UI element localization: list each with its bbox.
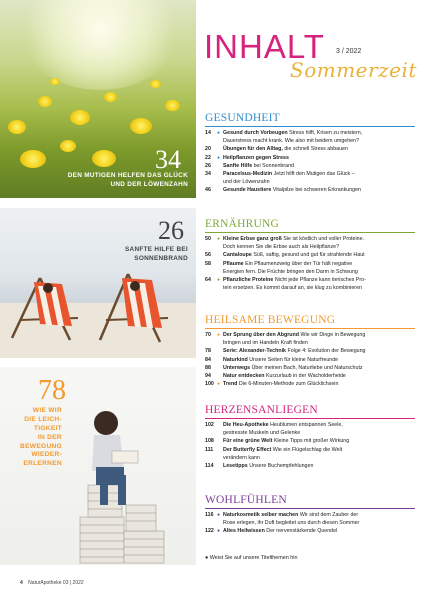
section-rule bbox=[205, 126, 415, 127]
entry-text bbox=[223, 519, 417, 527]
entry-text bbox=[223, 527, 417, 535]
footer-magazine-name: NaturApotheke 03 | 2022 bbox=[28, 580, 84, 586]
entry-description: Die 6-Minuten-Methode zum Glücklichsein bbox=[237, 381, 339, 388]
entry-page-number: 100 bbox=[205, 381, 214, 388]
entry-description: die schnell Stress abbauen bbox=[282, 146, 348, 153]
entry-text bbox=[223, 380, 417, 388]
entry-description: Heublumen entspannen Seele, bbox=[268, 422, 343, 428]
entry-text bbox=[223, 462, 417, 470]
entry-title: Für eine grüne Welt bbox=[223, 438, 273, 445]
entry-title: Gesunde Haustiere bbox=[223, 187, 272, 194]
cover-topic-dot-icon: ● bbox=[217, 130, 221, 136]
entry-page-number bbox=[205, 243, 217, 251]
entry-description: bringen und im Handeln Kraft finden bbox=[223, 340, 308, 347]
entry-description: Unsere Buchempfehlungen bbox=[247, 463, 314, 470]
cover-topic-dot-icon: ● bbox=[217, 512, 221, 518]
toc-entry[interactable] bbox=[205, 154, 417, 162]
entry-title: Cantaloupe bbox=[223, 252, 252, 259]
sunlight-glow bbox=[20, 0, 180, 90]
image-caption: SANFTE HILFE BEI SONNENBRAND bbox=[124, 246, 188, 262]
entry-page-number: 70 bbox=[205, 332, 211, 338]
toc-entry[interactable] bbox=[205, 145, 417, 153]
entry-title: Die Heu-Apotheke bbox=[223, 422, 269, 428]
entry-description: und der Löwenzahn bbox=[223, 179, 270, 186]
section-heading: HERZENSANLIEGEN bbox=[205, 404, 318, 416]
issue-number: 3 / 2022 bbox=[336, 48, 362, 55]
entry-text bbox=[223, 331, 417, 339]
cover-topic-dot-icon: ● bbox=[217, 277, 221, 284]
entry-page-number: 116 bbox=[205, 512, 214, 518]
entry-page-number: 64 bbox=[205, 277, 211, 284]
entry-description: Sie ist köstlich und voller Proteine. bbox=[281, 236, 365, 242]
cover-topic-dot-icon: ● bbox=[217, 236, 221, 242]
toc-entry[interactable] bbox=[205, 347, 417, 355]
toc-entry[interactable] bbox=[205, 268, 417, 276]
dandelion-flower bbox=[70, 110, 90, 125]
entry-title: Unterwegs bbox=[223, 364, 251, 371]
section-heading: GESUNDHEIT bbox=[205, 112, 280, 124]
entry-title: Natur entdecken bbox=[223, 373, 265, 380]
entry-text bbox=[223, 137, 417, 145]
entry-text bbox=[223, 356, 417, 364]
cover-topic-dot-icon: ● bbox=[217, 154, 221, 161]
beach-chairs-image bbox=[0, 208, 196, 358]
entry-page-number: 114 bbox=[205, 463, 214, 470]
entry-text bbox=[223, 347, 417, 355]
entry-page-number: 94 bbox=[205, 373, 211, 380]
entry-page-number: 34 bbox=[205, 171, 211, 178]
entry-description: Rose erlegen, ihr Duft begleitet uns durch diesen Sommer bbox=[223, 520, 360, 527]
entry-page-number bbox=[205, 178, 217, 186]
toc-entry[interactable] bbox=[205, 364, 417, 372]
entry-page-number: 56 bbox=[205, 252, 211, 259]
entry-page-number bbox=[205, 429, 217, 437]
dandelion-flower bbox=[165, 100, 180, 111]
entry-text bbox=[223, 364, 417, 372]
entry-text bbox=[223, 162, 417, 170]
entry-page-number bbox=[205, 268, 217, 276]
entry-description: Wie wir Dinge in Bewegung bbox=[299, 332, 366, 338]
title-topic-footnote: ● Weist Sie auf unsere Titelthemen hin bbox=[205, 555, 298, 561]
entry-page-number: 14 bbox=[205, 130, 211, 136]
section-entries bbox=[205, 511, 417, 536]
entry-title: Naturkosmetik selber machen bbox=[223, 512, 299, 518]
summer-script-logo: Sommerzeit bbox=[290, 58, 417, 82]
entry-page-number: 78 bbox=[205, 348, 211, 355]
dandelion-flower bbox=[104, 92, 117, 102]
toc-entry[interactable] bbox=[205, 421, 417, 429]
entry-text bbox=[223, 284, 417, 292]
entry-page-number: 88 bbox=[205, 364, 211, 371]
entry-title: Der Sprung über den Abgrund bbox=[223, 332, 300, 338]
toc-entry[interactable] bbox=[205, 331, 417, 339]
dandelion-flower bbox=[8, 120, 26, 134]
section-heading: HEILSAME BEWEGUNG bbox=[205, 314, 336, 326]
toc-entry[interactable] bbox=[205, 276, 417, 284]
toc-entry[interactable] bbox=[205, 243, 417, 251]
entry-text bbox=[223, 446, 417, 454]
toc-entry[interactable] bbox=[205, 437, 417, 445]
toc-entry[interactable] bbox=[205, 446, 417, 454]
toc-entry[interactable] bbox=[205, 527, 417, 535]
entry-description: tein ersetzen. Es kommt darauf an, sie klug zu kombinieren bbox=[223, 285, 362, 292]
image-page-number: 26 bbox=[158, 216, 184, 245]
entry-description: bei Sonnenbrand bbox=[252, 162, 294, 169]
entry-page-number: 122 bbox=[205, 528, 214, 535]
entry-title: Serie: Alexander-Technik bbox=[223, 348, 286, 355]
entry-description: Süß, saftig, gesund und gut für strahlende Haut bbox=[251, 252, 365, 259]
entry-description: Wir sind dem Zauber der bbox=[298, 512, 359, 518]
dandelion-meadow-image bbox=[0, 0, 196, 198]
entry-page-number bbox=[205, 339, 217, 347]
entry-text bbox=[223, 235, 417, 243]
toc-entry[interactable] bbox=[205, 429, 417, 437]
entry-text bbox=[223, 372, 417, 380]
entry-text bbox=[223, 154, 417, 162]
entry-page-number: 58 bbox=[205, 260, 211, 267]
section-heading: ERNÄHRUNG bbox=[205, 218, 279, 230]
section-rule bbox=[205, 508, 415, 509]
toc-entry[interactable] bbox=[205, 235, 417, 243]
entry-text bbox=[223, 454, 417, 462]
toc-entry[interactable] bbox=[205, 129, 417, 137]
entry-description: verändern kann bbox=[223, 454, 260, 461]
toc-entry[interactable] bbox=[205, 251, 417, 259]
entry-title: Lesetipps bbox=[223, 463, 248, 470]
cover-topic-dot-icon: ● bbox=[217, 528, 221, 535]
entry-title: Trend bbox=[223, 381, 238, 388]
toc-entry[interactable] bbox=[205, 178, 417, 186]
section-rule bbox=[205, 328, 415, 329]
entry-description: Jetzt hilft den Mutigen das Glück – bbox=[272, 171, 355, 178]
child-on-books-image bbox=[0, 367, 196, 565]
section-entries bbox=[205, 129, 417, 195]
footer-page-number: 4 bbox=[20, 580, 23, 586]
entry-description: Stress hilft, Krisen zu meistern, bbox=[287, 130, 363, 136]
cover-topic-dot-icon: ● bbox=[217, 332, 221, 338]
entry-text bbox=[223, 437, 417, 445]
toc-entry[interactable] bbox=[205, 284, 417, 292]
toc-entry[interactable] bbox=[205, 162, 417, 170]
toc-entry[interactable] bbox=[205, 511, 417, 519]
entry-text bbox=[223, 186, 417, 194]
toc-entry[interactable] bbox=[205, 380, 417, 388]
entry-description: Unsere Seiten für kleine Naturfreunde bbox=[247, 356, 339, 363]
entry-title: Der Butterfly Effect bbox=[223, 446, 272, 453]
toc-entry[interactable] bbox=[205, 519, 417, 527]
dandelion-flower bbox=[20, 150, 46, 168]
entry-title: Paracelsus-Medizin bbox=[223, 171, 273, 178]
image-caption: DEN MUTIGEN HELFEN DAS GLÜCK UND DER LÖWENZAHN bbox=[67, 172, 188, 188]
image-caption: WIE WIR DIE LEICH- TIGKEIT IN DER BEWEGUNG WIEDER- ERLERNEN bbox=[20, 407, 62, 468]
entry-text bbox=[223, 421, 417, 429]
entry-description: Dauerstress macht krank. Wie also mit beidem umgehen? bbox=[223, 138, 360, 145]
entry-description: Doch kennen Sie die Erbse auch als Heilpflanze? bbox=[223, 244, 340, 251]
entry-description: Kleine Tipps mit großer Wirkung bbox=[272, 438, 350, 445]
entry-page-number: 20 bbox=[205, 146, 211, 153]
entry-text bbox=[223, 511, 417, 519]
toc-entry[interactable] bbox=[205, 372, 417, 380]
entry-title: Übungen für den Alltag, bbox=[223, 146, 283, 153]
entry-description: Vitalpilze bei schweren Erkrankungen bbox=[271, 187, 361, 194]
page-footer bbox=[20, 580, 84, 586]
section-rule bbox=[205, 232, 415, 233]
section-entries bbox=[205, 331, 417, 388]
entry-title: Kleine Erbse ganz groß bbox=[223, 236, 282, 242]
entry-page-number bbox=[205, 519, 217, 527]
dandelion-flower bbox=[60, 140, 76, 152]
entry-text bbox=[223, 145, 417, 153]
entry-description: Über meinen Bach, Naturliebe und Naturschutz bbox=[250, 364, 363, 371]
dandelion-flower bbox=[92, 150, 116, 167]
entry-description: gestresste Muskeln und Gelenke bbox=[223, 430, 301, 437]
cover-topic-dot-icon: ● bbox=[217, 381, 221, 388]
entry-text bbox=[223, 178, 417, 186]
entry-page-number: 84 bbox=[205, 356, 211, 363]
entry-page-number: 108 bbox=[205, 438, 214, 445]
entry-description: Ein Pflaumenzweig über der Tür hält negative bbox=[243, 260, 353, 267]
toc-entry[interactable] bbox=[205, 170, 417, 178]
toc-entry[interactable] bbox=[205, 356, 417, 364]
entry-description: Nicht jede Pflanze kann tierisches Pro- bbox=[273, 277, 366, 284]
entry-title: Sanfte Hilfe bbox=[223, 162, 253, 169]
entry-text bbox=[223, 429, 417, 437]
entry-page-number: 102 bbox=[205, 422, 214, 428]
entry-text bbox=[223, 170, 417, 178]
entry-page-number bbox=[205, 454, 217, 462]
entry-page-number: 26 bbox=[205, 162, 211, 169]
entry-text bbox=[223, 276, 417, 284]
entry-description: Kurzurlaub in der Wacholderheide bbox=[264, 373, 346, 380]
entry-text bbox=[223, 339, 417, 347]
section-rule bbox=[205, 418, 415, 419]
entry-page-number: 111 bbox=[205, 446, 214, 453]
entry-title: Naturkind bbox=[223, 356, 248, 363]
entry-page-number: 22 bbox=[205, 154, 211, 161]
entry-page-number: 50 bbox=[205, 236, 211, 242]
image-page-number: 34 bbox=[155, 145, 181, 174]
dandelion-flower bbox=[38, 96, 52, 107]
entry-title: Altes Heilwissen bbox=[223, 528, 265, 535]
toc-entry[interactable] bbox=[205, 339, 417, 347]
dandelion-flower bbox=[150, 80, 161, 88]
section-entries bbox=[205, 235, 417, 292]
entry-text bbox=[223, 243, 417, 251]
entry-page-number: 46 bbox=[205, 187, 211, 194]
toc-entry[interactable] bbox=[205, 260, 417, 268]
toc-entry[interactable] bbox=[205, 186, 417, 194]
entry-title: Heilpflanzen gegen Stress bbox=[223, 154, 289, 161]
entry-description: Folge 4: Evolution der Bewegung bbox=[286, 348, 366, 355]
image-page-number: 78 bbox=[38, 375, 66, 406]
entry-title: Gesund durch Vorbeugen bbox=[223, 130, 288, 136]
entry-text bbox=[223, 260, 417, 268]
entry-text bbox=[223, 268, 417, 276]
toc-entry[interactable] bbox=[205, 462, 417, 470]
toc-entry[interactable] bbox=[205, 137, 417, 145]
page-title: INHALT bbox=[204, 28, 325, 65]
section-heading: WOHLFÜHLEN bbox=[205, 494, 287, 506]
entry-text bbox=[223, 129, 417, 137]
entry-description: Energien fern. Die Früchte bringen den Darm in Schwung bbox=[223, 268, 358, 275]
entry-page-number bbox=[205, 137, 217, 145]
entry-description: Wie ein Flügelschlag die Welt bbox=[271, 446, 343, 453]
toc-entry[interactable] bbox=[205, 454, 417, 462]
section-entries bbox=[205, 421, 417, 470]
entry-title: Pflaume bbox=[223, 260, 244, 267]
entry-text bbox=[223, 251, 417, 259]
entry-title: Pflanzliche Proteine bbox=[223, 277, 274, 284]
dandelion-flower bbox=[130, 118, 152, 134]
entry-description: Der nervenstärkende Quendel bbox=[264, 528, 338, 535]
entry-page-number bbox=[205, 284, 217, 292]
dandelion-flower bbox=[50, 78, 60, 85]
